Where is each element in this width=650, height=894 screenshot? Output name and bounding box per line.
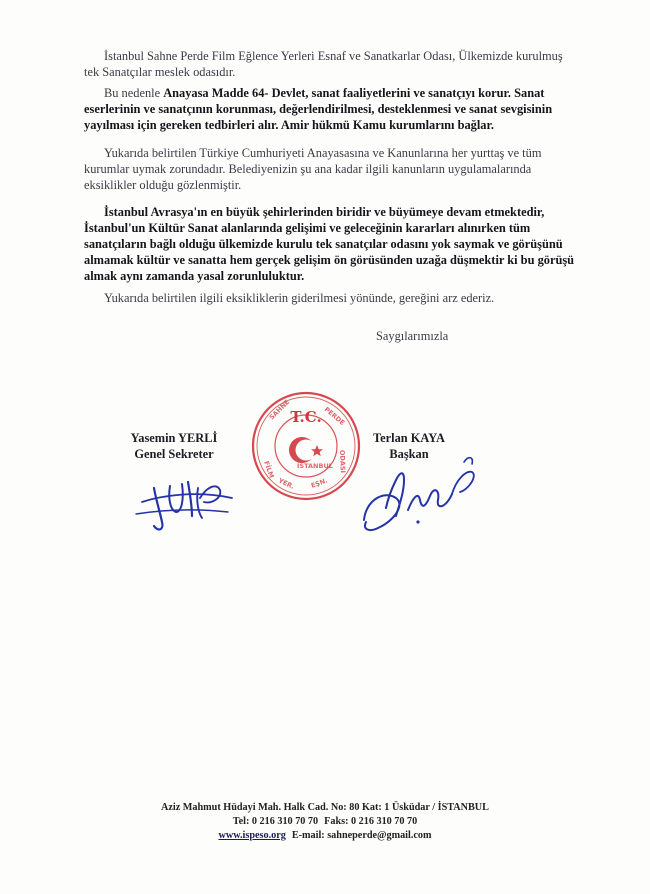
paragraph-1: [84, 48, 604, 80]
p3-line1: Yukarıda belirtilen Türkiye Cumhuriyeti Anayasasına ve Kanunlarına her yurttaş ve tüm: [104, 146, 542, 160]
p3-line2: kurumlar uymak zorundadır. Belediyenizin şu ana kadar ilgili kanunların uygulamalarında: [84, 162, 532, 176]
signatory-left-name: Yasemin YERLİ: [130, 431, 218, 445]
closing-salutation: Saygılarımızla: [376, 329, 449, 343]
signatory-left: [104, 430, 244, 462]
p4-line4: almamak kültür ve sanatta hem gerçek gelişim ön görüsünden uzağa düşmektir ki bu görüşü: [84, 253, 575, 267]
svg-text:FİLM: FİLM: [262, 459, 276, 480]
footer-email-label: E-mail:: [291, 830, 325, 841]
svg-text:EŞN.: EŞN.: [309, 476, 329, 490]
seal-center-text: T.C.: [290, 408, 322, 426]
paragraph-3: [84, 145, 604, 193]
paragraph-5: [84, 290, 604, 306]
p4-line1: İstanbul Avrasya'ın en büyük şehirlerinden biridir ve büyümeye devam etmektedir,: [104, 205, 545, 219]
p3-line3: eksiklikler olduğu gözlenmiştir.: [84, 178, 242, 192]
p4-line5: almak aynı zamanda yasal zorunluluktur.: [84, 269, 305, 283]
p2-bold-line1: Anayasa Madde 64- Devlet, sanat faaliyetlerini ve sanatçıyı korur. Sanat: [163, 86, 545, 100]
svg-text:PERDE: PERDE: [322, 405, 347, 427]
footer-email[interactable]: sahneperde@gmail.com: [327, 830, 432, 841]
p2-line1: [84, 85, 604, 101]
footer-fax: Faks: 0 216 310 70 70: [324, 816, 418, 827]
signature-right: [356, 450, 486, 540]
official-seal: [250, 390, 362, 502]
svg-text:YER.: YER.: [277, 476, 296, 491]
signatory-right-title: Başkan: [389, 447, 429, 461]
signature-left: [132, 468, 242, 538]
footer-contact-phone: [0, 815, 650, 829]
footer-website-link[interactable]: www.ispeso.org: [218, 830, 286, 841]
svg-text:İSTANBUL: İSTANBUL: [297, 462, 333, 470]
signatory-left-title: Genel Sekreter: [134, 447, 214, 461]
paragraph-2: [84, 85, 604, 133]
p2-bold-line3: yayılması için gereken tedbirleri alır. Amir hükmü Kamu kurumlarını bağlar.: [84, 118, 494, 132]
p5-text: Yukarıda belirtilen ilgili eksikliklerin giderilmesi yönünde, gereğini arz ederiz.: [104, 291, 495, 305]
p1-line2: tek Sanatçılar meslek odasıdır.: [84, 65, 236, 79]
footer-contact-web: [0, 829, 650, 843]
p4-line3: sanatçıların bağlı olduğu ülkemizde kurulu tek sanatçılar odasını yok saymak ve görüşünü: [84, 237, 563, 251]
p4-line2: İstanbul'un Kültür Sanat alanlarında gelişimi ve geleceğinin kararları alınırken tüm: [84, 221, 531, 235]
p1-line1: İstanbul Sahne Perde Film Eğlence Yerleri Esnaf ve Sanatkarlar Odası, Ülkemizde kurulmuş: [104, 49, 563, 63]
svg-text:ODASI: ODASI: [338, 449, 347, 474]
footer-tel: Tel: 0 216 310 70 70: [232, 816, 319, 827]
footer-address: Aziz Mahmut Hüdayi Mah. Halk Cad. No: 80 Kat: 1 Üsküdar / İSTANBUL: [161, 802, 489, 813]
p2-intro: Bu nedenle: [104, 86, 164, 100]
paragraph-4: [84, 204, 604, 284]
crescent-star-icon: [289, 437, 323, 463]
p2-bold-line2: eserlerinin ve sanatçının korunması, değerlendirilmesi, desteklenmesi ve sanat sevgisinin: [84, 102, 553, 116]
signatory-right-name: Terlan KAYA: [373, 431, 445, 445]
svg-text:SAHNE: SAHNE: [267, 398, 292, 422]
